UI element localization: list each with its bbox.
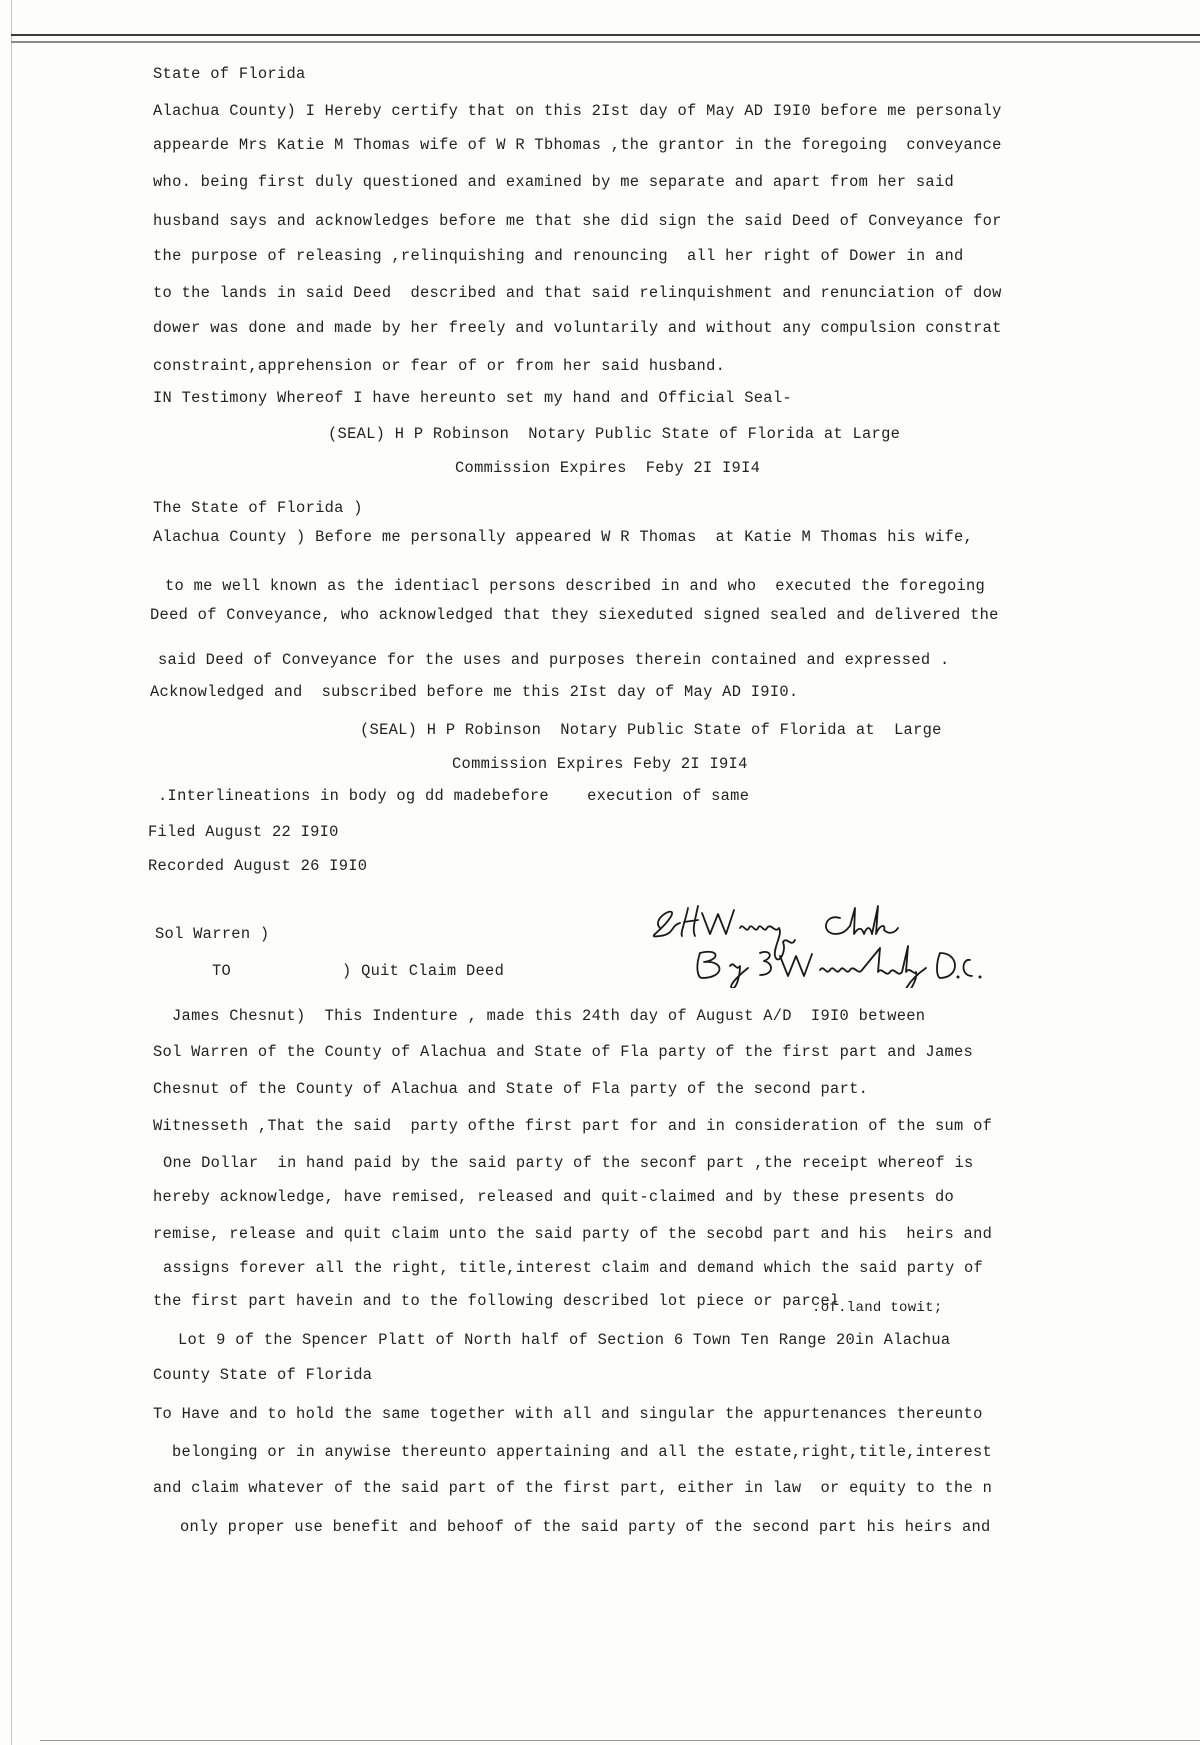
bottom-rule [40,1740,1200,1741]
text-line: Deed of Conveyance, who acknowledged that they siexeduted signed sealed and delivered the [150,606,999,624]
testimony-line: IN Testimony Whereof I have hereunto set my hand and Official Seal- [153,389,792,407]
text-line: Alachua County) I Hereby certify that on this 2Ist day of May AD I9I0 before me personaly [153,102,1002,120]
interlineations-note: .Interlineations in body og dd madebefore execution of same [158,787,750,805]
heading-state: State of Florida [153,65,306,83]
property-description: County State of Florida [153,1366,373,1384]
text-line: dower was done and made by her freely and voluntarily and without any compulsion constrat [153,319,1002,337]
text-line: belonging or in anywise thereunto appertaining and all the estate,right,title,interest [172,1443,993,1461]
to-label: TO [212,962,232,980]
text-line: Chesnut of the County of Alachua and State of Fla party of the second part. [153,1080,869,1098]
top-rule [11,34,1200,36]
heading-state: The State of Florida ) [153,499,363,517]
text-line: said Deed of Conveyance for the uses and purposes therein contained and expressed . [158,651,950,669]
notary-seal-line: (SEAL) H P Robinson Notary Public State of Florida at Large [328,425,901,443]
recorded-date: Recorded August 26 I9I0 [148,857,368,875]
text-line: the purpose of releasing ,relinquishing and renouncing all her right of Dower in and [153,247,964,265]
text-line: remise, release and quit claim unto the said party of the secobd part and his heirs and [153,1225,993,1243]
clerk-signature [640,898,1100,988]
text-line: James Chesnut) This Indenture , made this 24th day of August A/D I9I0 between [172,1007,926,1025]
property-description: Lot 9 of the Spencer Platt of North half of Section 6 Town Ten Range 20in Alachua [178,1331,951,1349]
text-line: Sol Warren of the County of Alachua and State of Fla party of the first part and James [153,1043,974,1061]
text-line: Witnesseth ,That the said party ofthe first part for and in consideration of the sum of [153,1117,993,1135]
text-line: to me well known as the identiacl persons described in and who executed the foregoing [165,577,986,595]
text-line: appearde Mrs Katie M Thomas wife of W R Tbhomas ,the grantor in the foregoing conveyance [153,136,1002,154]
text-line: who. being first duly questioned and examined by me separate and apart from her said [153,173,955,191]
commission-expires-line: Commission Expires Feby 2I I9I4 [455,459,761,477]
text-line: One Dollar in hand paid by the said party of the seconf part ,the receipt whereof is [163,1154,974,1172]
text-line-subscript: .of.land towit; [812,1300,943,1316]
text-line: assigns forever all the right, title,interest claim and demand which the said party of [163,1259,984,1277]
text-line: and claim whatever of the said part of the first part, either in law or equity to the n [153,1479,993,1497]
text-line: To Have and to hold the same together with all and singular the appurtenances thereunto [153,1405,983,1423]
text-line: constraint,apprehension or fear of or from her said husband. [153,357,726,375]
filed-date: Filed August 22 I9I0 [148,823,339,841]
text-line: only proper use benefit and behoof of the said party of the second part his heirs and [180,1518,991,1536]
deed-type-label: ) Quit Claim Deed [342,962,505,980]
text-line: husband says and acknowledges before me that she did sign the said Deed of Conveyance for [153,212,1002,230]
commission-expires-line: Commission Expires Feby 2I I9I4 [452,755,748,773]
text-line: hereby acknowledge, have remised, released and quit-claimed and by these presents do [153,1188,955,1206]
text-line: Acknowledged and subscribed before me this 2Ist day of May AD I9I0. [150,683,799,701]
page-left-edge [11,0,12,1745]
text-line: to the lands in said Deed described and that said relinquishment and renunciation of dow [153,284,1002,302]
notary-seal-line: (SEAL) H P Robinson Notary Public State of Florida at Large [360,721,942,739]
text-line: Alachua County ) Before me personally appeared W R Thomas at Katie M Thomas his wife, [153,528,974,546]
top-rule-secondary [11,41,1200,43]
grantor-name: Sol Warren ) [155,925,270,943]
text-line: the first part havein and to the following described lot piece or parcel [153,1292,840,1310]
